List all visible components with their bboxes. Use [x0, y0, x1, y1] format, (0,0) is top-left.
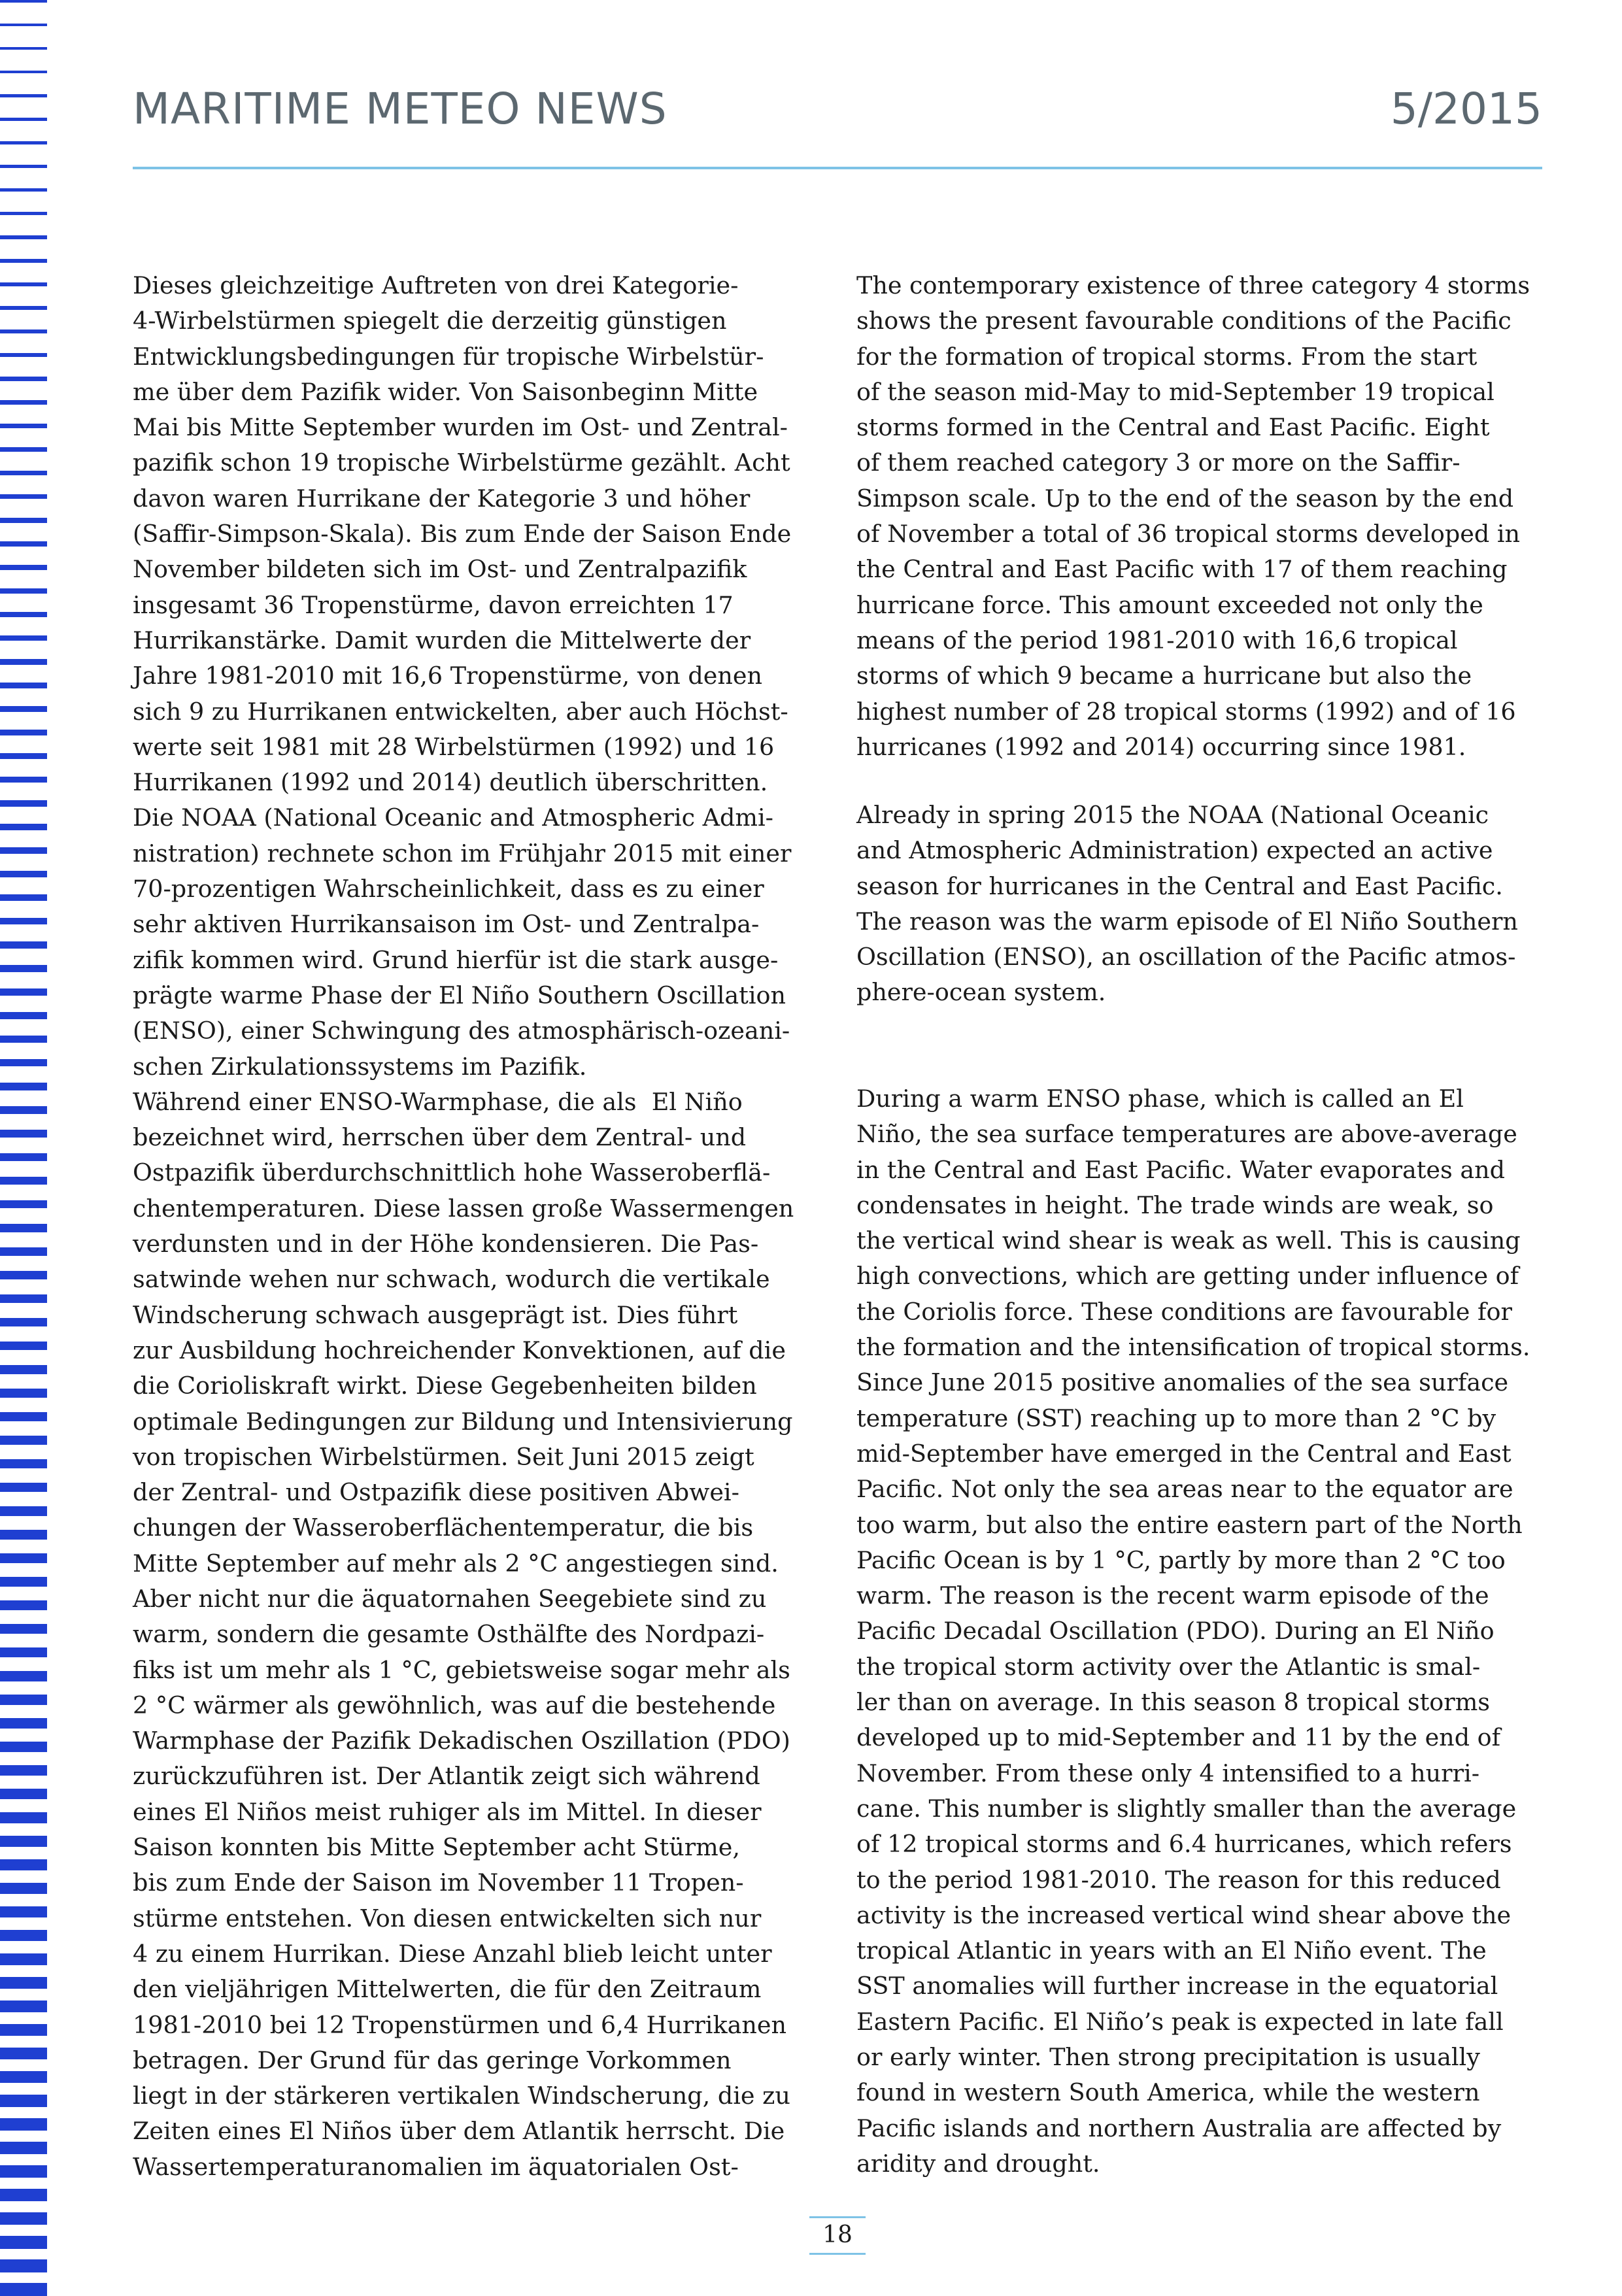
- stripe-segment: [0, 447, 47, 452]
- stripe-segment: [0, 118, 47, 121]
- stripe-segment: [0, 2071, 47, 2083]
- text-line: Niño, the sea surface temperatures are above-average: [856, 1120, 1517, 1149]
- stripe-segment: [0, 1177, 47, 1185]
- text-line: hurricane force. This amount exceeded not only the: [856, 590, 1483, 619]
- stripe-segment: [0, 2001, 47, 2012]
- text-line: warm, sondern die gesamte Osthälfte des Nordpazi-: [133, 1620, 765, 1649]
- stripe-segment: [0, 941, 47, 949]
- stripe-segment: [0, 612, 47, 617]
- text-line: 4-Wirbelstürmen spiegelt die derzeitig günstigen: [133, 307, 727, 335]
- text-line: warm. The reason is the recent warm episode of the: [856, 1581, 1489, 1610]
- stripe-segment: [0, 212, 47, 215]
- stripe-segment: [0, 1389, 47, 1398]
- text-line: the Central and East Pacific with 17 of them reaching: [856, 555, 1508, 584]
- stripe-segment: [0, 730, 47, 735]
- text-line: of 12 tropical storms and 6.4 hurricanes, which refers: [856, 1830, 1512, 1859]
- text-line: found in western South America, while the western: [856, 2078, 1480, 2107]
- text-line: Oscillation (ENSO), an oscillation of the Pacific atmos-: [856, 943, 1516, 971]
- stripe-segment: [0, 1600, 47, 1610]
- stripe-segment: [0, 1106, 47, 1114]
- text-line: Pacific Ocean is by 1 °C, partly by more than 2 °C too: [856, 1545, 1506, 1574]
- text-line: Saison konnten bis Mitte September acht Stürme,: [133, 1833, 740, 1862]
- text-line: storms formed in the Central and East Pacific. Eight: [856, 413, 1490, 442]
- text-line: for the formation of tropical storms. From the start: [856, 342, 1478, 371]
- text-line: in the Central and East Pacific. Water evaporates and: [856, 1155, 1505, 1184]
- stripe-segment: [0, 94, 47, 97]
- stripe-segment: [0, 1647, 47, 1657]
- stripe-segment: [0, 400, 47, 405]
- text-line: the Coriolis force. These conditions are favourable for: [856, 1297, 1512, 1326]
- stripe-segment: [0, 753, 47, 759]
- text-line: cane. This number is slightly smaller than the average: [856, 1794, 1517, 1823]
- stripe-segment: [0, 1130, 47, 1138]
- stripe-segment: [0, 1530, 47, 1540]
- text-line: Während einer ENSO-Warmphase, die als El Niño: [133, 1087, 743, 1116]
- stripe-segment: [0, 1318, 47, 1326]
- text-line: sich 9 zu Hurrikanen entwickelten, aber auch Höchst-: [133, 697, 788, 726]
- text-line: aridity and drought.: [856, 2149, 1100, 2178]
- text-line: Eastern Pacific. El Niño’s peak is expected in late fall: [856, 2007, 1504, 2036]
- text-line: Warmphase der Pazifik Dekadischen Oszillation (PDO): [133, 1727, 790, 1755]
- stripe-segment: [0, 1483, 47, 1492]
- text-line: 2 °C wärmer als gewöhnlich, was auf die bestehende: [133, 1691, 776, 1719]
- text-line: pazifik schon 19 tropische Wirbelstürme gezählt. Acht: [133, 448, 790, 477]
- text-line: Simpson scale. Up to the end of the season by the end: [856, 484, 1514, 513]
- stripe-segment: [0, 1247, 47, 1256]
- text-line: der Zentral- und Ostpazifik diese positiven Abwei-: [133, 1478, 739, 1507]
- text-line: eines El Niños meist ruhiger als im Mittel. In dieser: [133, 1797, 762, 1826]
- stripe-segment: [0, 0, 47, 3]
- text-line: Dieses gleichzeitige Auftreten von drei Kategorie-: [133, 271, 739, 299]
- english-paragraph-1: [856, 268, 1549, 765]
- stripe-segment: [0, 1294, 47, 1303]
- text-line: Mitte September auf mehr als 2 °C angestiegen sind.: [133, 1549, 779, 1578]
- text-line: Hurrikanstärke. Damit wurden die Mittelwerte der: [133, 626, 751, 654]
- text-line: satwinde wehen nur schwach, wodurch die vertikale: [133, 1265, 770, 1294]
- text-line: chentemperaturen. Diese lassen große Wassermengen: [133, 1194, 794, 1223]
- text-line: Pacific Decadal Oscillation (PDO). During an El Niño: [856, 1617, 1495, 1646]
- stripe-segment: [0, 518, 47, 523]
- text-line: Pacific islands and northern Australia are affected by: [856, 2114, 1502, 2142]
- text-line: stürme entstehen. Von diesen entwickelten sich nur: [133, 1904, 762, 1933]
- stripe-segment: [0, 1859, 47, 1870]
- stripe-segment: [0, 800, 47, 807]
- stripe-segment: [0, 1836, 47, 1847]
- stripe-segment: [0, 235, 47, 239]
- stripe-segment: [0, 847, 47, 854]
- text-line: werte seit 1981 mit 28 Wirbelstürmen (1992) und 16: [133, 732, 775, 761]
- text-line: November. From these only 4 intensified to a hurri-: [856, 1759, 1480, 1787]
- page-number: 18: [822, 2221, 853, 2248]
- stripe-segment: [0, 706, 47, 712]
- stripe-segment: [0, 2024, 47, 2036]
- text-line: Already in spring 2015 the NOAA (National Oceanic: [856, 801, 1489, 829]
- text-line: liegt in der stärkeren vertikalen Windscherung, die zu: [133, 2082, 790, 2110]
- text-line: sehr aktiven Hurrikansaison im Ost- und Zentralpa-: [133, 910, 760, 939]
- stripe-segment: [0, 1553, 47, 1563]
- stripe-segment: [0, 1765, 47, 1776]
- stripe-segment: [0, 141, 47, 144]
- text-line: mid-September have emerged in the Central and East: [856, 1439, 1512, 1468]
- text-line: (ENSO), einer Schwingung des atmosphärisch-ozeani-: [133, 1017, 790, 1045]
- stripe-segment: [0, 329, 47, 333]
- text-line: of the season mid-May to mid-September 19 tropical: [856, 377, 1495, 406]
- text-line: prägte warme Phase der El Niño Southern Oscillation: [133, 981, 786, 1009]
- stripe-segment: [0, 588, 47, 594]
- text-line: nistration) rechnete schon im Frühjahr 2015 mit einer: [133, 839, 792, 868]
- stripe-segment: [0, 1577, 47, 1587]
- stripe-segment: [0, 259, 47, 263]
- text-line: den vieljährigen Mittelwerten, die für den Zeitraum: [133, 1975, 762, 2004]
- text-line: zur Ausbildung hochreichender Konvektionen, auf die: [133, 1336, 786, 1364]
- text-line: von tropischen Wirbelstürmen. Seit Juni 2015 zeigt: [133, 1442, 754, 1471]
- text-line: 70-prozentigen Wahrscheinlichkeit, dass es zu einer: [133, 875, 764, 903]
- stripe-segment: [0, 1200, 47, 1208]
- stripe-segment: [0, 918, 47, 924]
- text-line: zurückzuführen ist. Der Atlantik zeigt sich während: [133, 1762, 760, 1791]
- text-line: Aber nicht nur die äquatornahen Seegebiete sind zu: [133, 1584, 767, 1613]
- stripe-segment: [0, 1224, 47, 1232]
- text-line: means of the period 1981-2010 with 16,6 tropical: [856, 626, 1458, 654]
- left-stripe-bar: [0, 0, 47, 2293]
- text-line: highest number of 28 tropical storms (1992) and of 16: [856, 697, 1516, 726]
- stripe-segment: [0, 2095, 47, 2107]
- text-line: The reason was the warm episode of El Niño Southern: [856, 907, 1518, 936]
- text-line: Windscherung schwach ausgeprägt ist. Dies führt: [133, 1300, 738, 1329]
- stripe-segment: [0, 377, 47, 381]
- issue-number: 5/2015: [1390, 84, 1542, 134]
- text-line: too warm, but also the entire eastern part of the North: [856, 1510, 1523, 1539]
- stripe-segment: [0, 1977, 47, 1989]
- stripe-segment: [0, 1883, 47, 1894]
- text-line: developed up to mid-September and 11 by the end of: [856, 1723, 1501, 1752]
- text-line: activity is the increased vertical wind shear above the: [856, 1900, 1512, 1929]
- stripe-segment: [0, 1624, 47, 1634]
- stripe-segment: [0, 71, 47, 73]
- stripe-segment: [0, 824, 47, 830]
- text-line: Hurrikanen (1992 und 2014) deutlich überschritten.: [133, 768, 768, 797]
- text-line: the vertical wind shear is weak as well. This is causing: [856, 1226, 1521, 1255]
- magazine-title: MARITIME METEO NEWS: [133, 84, 667, 134]
- stripe-segment: [0, 1412, 47, 1421]
- text-line: Pacific. Not only the sea areas near to the equator are: [856, 1475, 1513, 1504]
- stripe-segment: [0, 659, 47, 665]
- text-line: of November a total of 36 tropical storms developed in: [856, 520, 1521, 549]
- stripe-segment: [0, 965, 47, 972]
- stripe-segment: [0, 1365, 47, 1374]
- text-line: hurricanes (1992 and 2014) occurring since 1981.: [856, 732, 1466, 761]
- stripe-segment: [0, 2259, 47, 2272]
- stripe-segment: [0, 1953, 47, 1965]
- stripe-segment: [0, 2212, 47, 2225]
- text-line: Entwicklungsbedingungen für tropische Wirbelstür-: [133, 342, 764, 371]
- text-line: (Saffir-Simpson-Skala). Bis zum Ende der Saison Ende: [133, 520, 792, 549]
- text-line: bezeichnet wird, herrschen über dem Zentral- und: [133, 1123, 747, 1152]
- stripe-segment: [0, 188, 47, 192]
- stripe-segment: [0, 1671, 47, 1681]
- stripe-segment: [0, 565, 47, 570]
- stripe-segment: [0, 988, 47, 996]
- footer-rule-bottom: [809, 2253, 866, 2255]
- stripe-segment: [0, 1436, 47, 1445]
- german-column: [133, 268, 826, 2185]
- stripe-segment: [0, 2142, 47, 2154]
- text-line: 1981-2010 bei 12 Tropenstürmen und 6,4 Hurrikanen: [133, 2010, 786, 2039]
- header-rule: [133, 167, 1542, 169]
- text-line: Die NOAA (National Oceanic and Atmospheric Admi-: [133, 803, 773, 832]
- stripe-segment: [0, 1718, 47, 1729]
- text-line: schen Zirkulationssystems im Pazifik.: [133, 1052, 587, 1081]
- stripe-segment: [0, 353, 47, 357]
- text-line: Since June 2015 positive anomalies of the sea surface: [856, 1368, 1509, 1397]
- text-line: fiks ist um mehr als 1 °C, gebietsweise sogar mehr als: [133, 1655, 790, 1684]
- stripe-segment: [0, 2118, 47, 2131]
- english-paragraph-2: [856, 798, 1549, 1011]
- stripe-segment: [0, 1271, 47, 1279]
- stripe-segment: [0, 1906, 47, 1917]
- text-line: November bildeten sich im Ost- und Zentralpazifik: [133, 555, 747, 584]
- stripe-segment: [0, 871, 47, 877]
- stripe-segment: [0, 424, 47, 428]
- stripe-segment: [0, 47, 47, 50]
- stripe-segment: [0, 1083, 47, 1090]
- text-line: me über dem Pazifik wider. Von Saisonbeginn Mitte: [133, 377, 758, 406]
- text-line: optimale Bedingungen zur Bildung und Intensivierung: [133, 1407, 793, 1436]
- text-line: Zeiten eines El Niños über dem Atlantik herrscht. Die: [133, 2117, 785, 2146]
- stripe-segment: [0, 24, 47, 26]
- text-line: the tropical storm activity over the Atlantic is smal-: [856, 1652, 1481, 1681]
- text-line: or early winter. Then strong precipitation is usually: [856, 2043, 1480, 2072]
- text-line: tropical Atlantic in years with an El Niño event. The: [856, 1936, 1487, 1965]
- stripe-segment: [0, 683, 47, 688]
- text-line: Jahre 1981-2010 mit 16,6 Tropenstürme, von denen: [133, 662, 762, 690]
- page-header: [133, 84, 1542, 136]
- english-paragraph-3: [856, 1081, 1549, 2182]
- stripe-segment: [0, 635, 47, 641]
- stripe-segment: [0, 2236, 47, 2249]
- text-line: zifik kommen wird. Grund hierfür ist die stark ausge-: [133, 945, 779, 974]
- text-line: chungen der Wasseroberflächentemperatur, die bis: [133, 1513, 754, 1542]
- stripe-segment: [0, 1012, 47, 1019]
- stripe-segment: [0, 1059, 47, 1066]
- stripe-segment: [0, 541, 47, 547]
- stripe-segment: [0, 2165, 47, 2178]
- stripe-segment: [0, 306, 47, 310]
- text-line: Wassertemperaturanomalien im äquatorialen Ost-: [133, 2152, 739, 2181]
- text-line: During a warm ENSO phase, which is called an El: [856, 1085, 1464, 1113]
- stripe-segment: [0, 1695, 47, 1705]
- stripe-segment: [0, 1812, 47, 1823]
- text-line: and Atmospheric Administration) expected an active: [856, 836, 1493, 865]
- stripe-segment: [0, 1036, 47, 1043]
- text-line: The contemporary existence of three category 4 storms: [856, 271, 1530, 299]
- stripe-segment: [0, 494, 47, 499]
- stripe-segment: [0, 2189, 47, 2201]
- stripe-segment: [0, 1742, 47, 1752]
- text-line: the formation and the intensification of tropical storms.: [856, 1333, 1530, 1362]
- stripe-segment: [0, 282, 47, 286]
- stripe-segment: [0, 2283, 47, 2296]
- text-line: SST anomalies will further increase in the equatorial: [856, 1972, 1498, 2001]
- stripe-segment: [0, 1930, 47, 1941]
- text-line: betragen. Der Grund für das geringe Vorkommen: [133, 2046, 732, 2074]
- stripe-segment: [0, 1153, 47, 1161]
- stripe-segment: [0, 1459, 47, 1468]
- text-line: high convections, which are getting under influence of: [856, 1262, 1519, 1291]
- stripe-segment: [0, 471, 47, 475]
- stripe-segment: [0, 1506, 47, 1516]
- text-line: condensates in height. The trade winds are weak, so: [856, 1190, 1494, 1219]
- text-line: phere-ocean system.: [856, 978, 1106, 1007]
- stripe-segment: [0, 777, 47, 783]
- text-line: 4 zu einem Hurrikan. Diese Anzahl blieb leicht unter: [133, 1939, 772, 1968]
- text-line: to the period 1981-2010. The reason for this reduced: [856, 1865, 1501, 1894]
- text-line: bis zum Ende der Saison im November 11 Tropen-: [133, 1868, 744, 1897]
- text-line: insgesamt 36 Tropenstürme, davon erreichten 17: [133, 590, 734, 619]
- text-line: shows the present favourable conditions of the Pacific: [856, 307, 1512, 335]
- text-line: storms of which 9 became a hurricane but also the: [856, 662, 1472, 690]
- text-line: Mai bis Mitte September wurden im Ost- und Zentral-: [133, 413, 788, 442]
- text-line: temperature (SST) reaching up to more than 2 °C by: [856, 1404, 1496, 1432]
- text-line: season for hurricanes in the Central and East Pacific.: [856, 871, 1503, 900]
- text-line: of them reached category 3 or more on the Saffir-: [856, 448, 1461, 477]
- text-line: verdunsten und in der Höhe kondensieren. Die Pas-: [133, 1230, 759, 1258]
- stripe-segment: [0, 894, 47, 901]
- text-line: davon waren Hurrikane der Kategorie 3 und höher: [133, 484, 751, 513]
- stripe-segment: [0, 2048, 47, 2059]
- stripe-segment: [0, 165, 47, 168]
- text-line: die Corioliskraft wirkt. Diese Gegebenheiten bilden: [133, 1372, 757, 1400]
- text-line: ler than on average. In this season 8 tropical storms: [856, 1688, 1491, 1717]
- stripe-segment: [0, 1789, 47, 1799]
- stripe-segment: [0, 1342, 47, 1350]
- text-line: Ostpazifik überdurchschnittlich hohe Wasseroberflä-: [133, 1158, 771, 1187]
